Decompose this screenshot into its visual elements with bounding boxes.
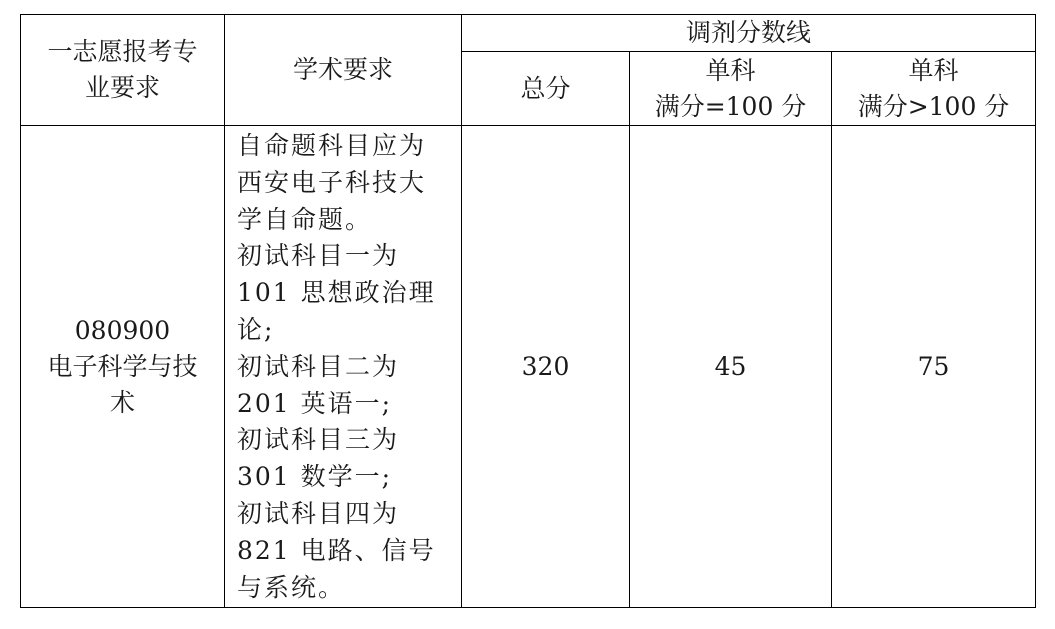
header-adjustment-score-line: 调剂分数线 [462, 15, 1036, 52]
academic-line: 821 电路、信号 [237, 535, 436, 565]
header-total-score: 总分 [462, 52, 630, 126]
academic-line: 论; [237, 314, 275, 344]
header-volunteer-line-1: 一志愿报考专 [47, 37, 198, 66]
academic-line: 学自命题。 [237, 204, 373, 234]
single-gt100-value: 75 [832, 126, 1036, 608]
table-row [21, 126, 1036, 608]
academic-line: 101 思想政治理 [237, 278, 436, 308]
header-single-100-line-2: 满分=100 分 [654, 91, 807, 121]
major-code: 080900 [74, 315, 171, 345]
header-academic-requirement: 学术要求 [225, 15, 462, 126]
header-single-gt100-line-1: 单科 [908, 55, 959, 85]
academic-line: 初试科目三为 [237, 425, 400, 455]
header-volunteer-requirement [21, 15, 225, 126]
academic-line: 初试科目一为 [237, 241, 400, 271]
score-line-table [20, 14, 1036, 608]
major-name-line-2: 术 [109, 387, 135, 417]
header-volunteer-line-2: 业要求 [84, 73, 160, 102]
major-cell [21, 126, 225, 608]
academic-line: 西安电子科技大 [237, 167, 427, 197]
major-name-line-1: 电子科学与技 [47, 351, 198, 381]
total-score-value: 320 [462, 126, 630, 608]
academic-line: 301 数学一; [237, 462, 393, 492]
academic-line: 与系统。 [237, 572, 346, 602]
header-single-100-line-1: 单科 [705, 55, 756, 85]
header-single-subject-gt100 [832, 52, 1036, 126]
academic-line: 初试科目二为 [237, 351, 400, 381]
header-single-subject-100 [630, 52, 832, 126]
header-single-gt100-line-2: 满分>100 分 [857, 91, 1010, 121]
academic-requirement-cell [225, 126, 462, 608]
academic-line: 初试科目四为 [237, 498, 400, 528]
academic-line: 自命题科目应为 [237, 131, 427, 160]
single-100-value: 45 [630, 126, 832, 608]
academic-line: 201 英语一; [237, 388, 393, 418]
